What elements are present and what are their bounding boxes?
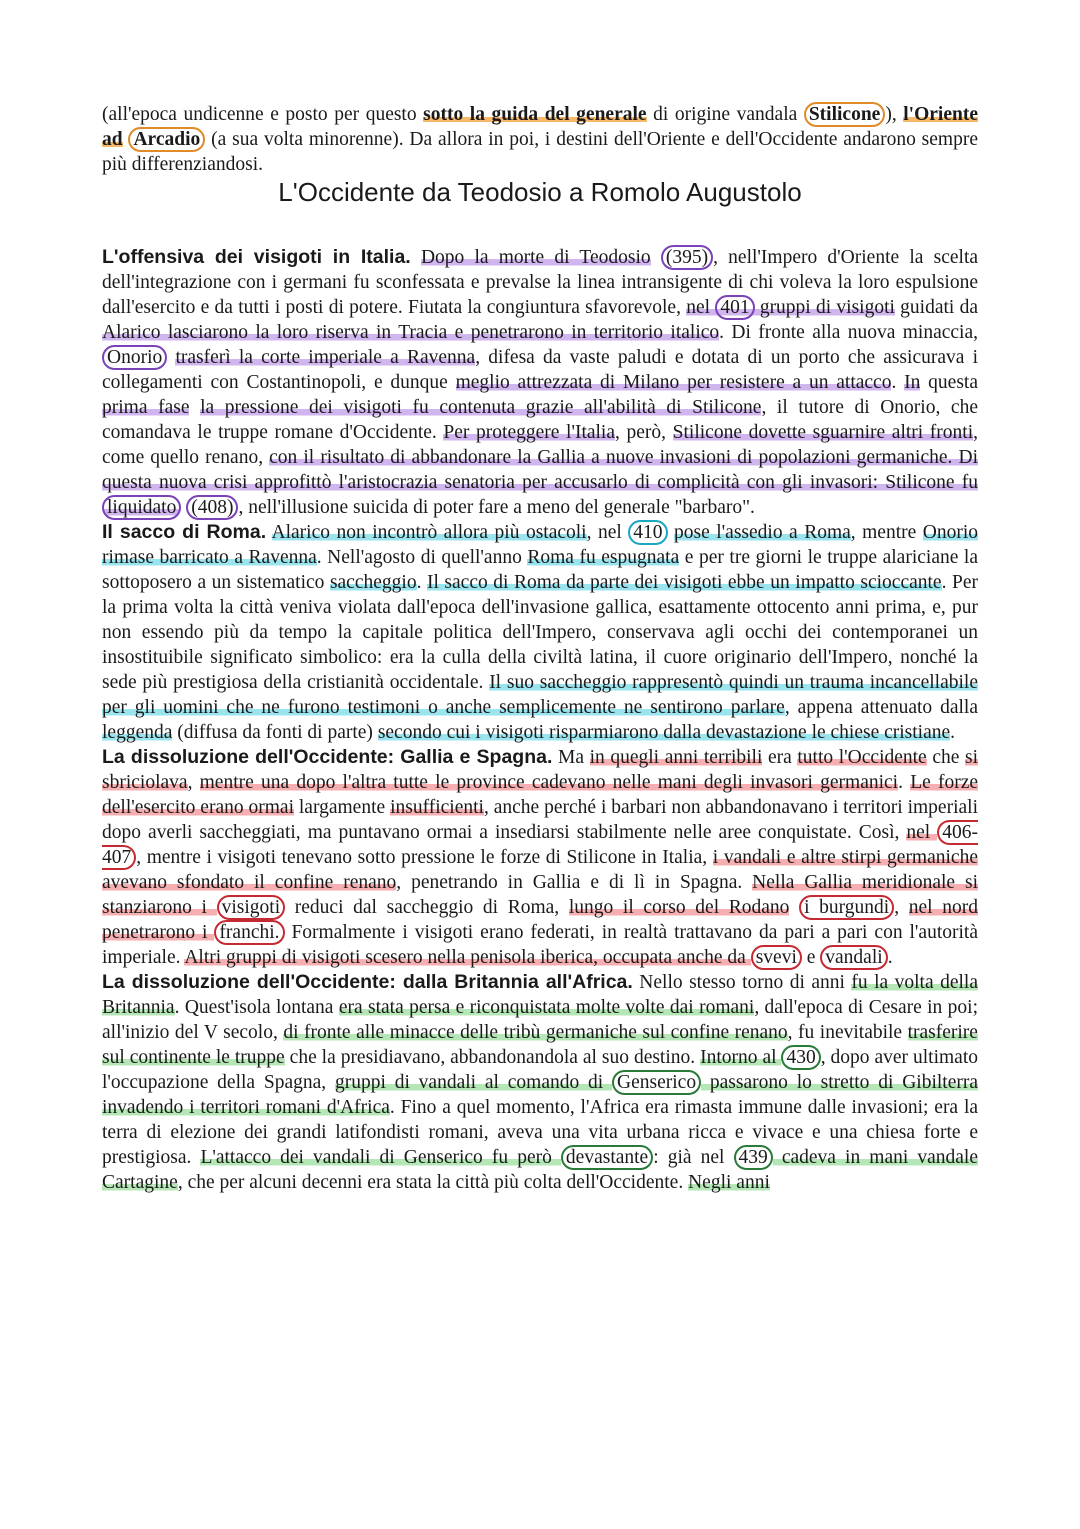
text: . Per la prima volta la città veniva violata dall'epoca dell'invasione gallica, esattamente ottocento anni prima, e, pur non essendo più da tempo la capitale politica dell'Impero, conservava agli occhi dei contemporanei un insostituibile significato simbolico: era la culla della civiltà latina, il cuore originario dell'Impero, nonché la sede più prestigiosa della cristianità occidentale. <box>102 572 978 693</box>
highlight: trasferire sul continente le truppe <box>102 1022 978 1068</box>
text: che <box>926 747 965 768</box>
highlight: Le forze dell'esercito erano ormai <box>102 772 978 818</box>
highlight: lungo il corso del Rodano <box>568 897 790 918</box>
text: gruppi di visigoti <box>754 297 895 318</box>
highlight: in quegli anni terribili <box>589 747 763 768</box>
circled-date: 430 <box>781 1045 820 1070</box>
text <box>651 247 661 268</box>
text: , nell'illusione suicida di poter fare a meno del generale "barbaro". <box>238 497 755 518</box>
circled-name: svevi <box>751 945 802 970</box>
circled-word: liquidato <box>102 495 181 520</box>
page-content <box>102 102 978 1195</box>
highlight: insufficienti <box>390 797 484 818</box>
highlight: di fronte alle minacce delle tribù germaniche sul confine renano <box>283 1022 788 1043</box>
highlight: Dopo la morte di Teodosio <box>420 247 651 268</box>
highlight: Il sacco di Roma da parte dei visigoti ebbe un impatto scioccante <box>426 572 942 593</box>
highlight: Alarico non incontrò allora più ostacoli <box>271 522 587 543</box>
text: . <box>891 372 905 393</box>
highlight: si sbriciolava <box>102 747 978 793</box>
text: , che per alcuni decenni era stata la città più colta dell'Occidente. <box>177 1172 689 1193</box>
circled-word: devastante <box>561 1145 653 1170</box>
text: . <box>887 947 893 968</box>
highlight: nel nord penetrarono i <box>102 897 978 943</box>
text: . <box>898 772 911 793</box>
text: reduci dal saccheggio di Roma, <box>285 897 569 918</box>
text <box>266 522 271 543</box>
text: , come quello renano, <box>102 422 979 468</box>
highlight: In <box>904 372 921 393</box>
highlight: Stilicone dovette sguarnire altri fronti <box>672 422 974 443</box>
section-visigoti-italia <box>102 245 978 520</box>
highlight: passarono lo stretto di Gibilterra invadendo i territori romani d'Africa <box>102 1072 978 1118</box>
text: . Nell'agosto di quell'anno <box>316 547 528 568</box>
section-heading: Il sacco di Roma. <box>102 521 267 543</box>
section-heading: L'offensiva dei visigoti in Italia. <box>102 246 411 268</box>
text: , <box>894 897 909 918</box>
text: guidati da <box>894 297 978 318</box>
text: questa <box>920 372 978 393</box>
circled-name: Stilicone <box>804 102 886 127</box>
highlight: mentre una dopo l'altra tutte le province cadevano nelle mani degli invasori germanici <box>199 772 899 793</box>
text: , difesa da vaste paludi e dotata di un porto che assicurava i collegamenti con Costantinopoli, e dunque <box>102 347 979 393</box>
text: di origine vandala <box>646 104 804 125</box>
highlight: trasferì la corte imperiale a Ravenna <box>175 347 476 368</box>
highlight: Alarico lasciarono la loro riserva in Tracia e penetrarono in territorio italico <box>102 322 720 343</box>
circled-name: vandali <box>820 945 887 970</box>
highlight: Onorio rimase barricato a Ravenna <box>102 522 979 568</box>
highlight: l'Oriente ad <box>102 104 978 150</box>
text: (a sua volta minorenne). Da allora in poi, i destini dell'Oriente e dell'Occidente andarono sempre più differenziandosi. <box>102 129 978 175</box>
highlight: con il risultato di abbandonare la Gallia a nuove invasioni di popolazioni germaniche. Di questa nuova crisi approfittò l'aristocrazia senatoria per accusarlo di complicità con gli invasori: Stilicone fu <box>102 447 978 493</box>
circled-name: visigoti <box>217 895 286 920</box>
text: : già nel <box>653 1147 734 1168</box>
text: . Quest'isola lontana <box>174 997 339 1018</box>
highlight <box>686 297 895 318</box>
text: , penetrando in Gallia e di lì in Spagna. <box>396 872 753 893</box>
highlight: i vandali e altre stirpi germaniche avevano sfondato il confine renano <box>102 847 978 893</box>
text: . Di fronte alla nuova minaccia, <box>719 322 979 343</box>
highlight: secondo cui i visigoti risparmiarono dalla devastazione le chiese cristiane <box>377 722 951 743</box>
text <box>789 897 799 918</box>
circled-date: 439 <box>734 1145 773 1170</box>
text <box>411 247 421 268</box>
circled-name: i burgundi <box>799 895 894 920</box>
section-britannia-africa <box>102 970 978 1195</box>
highlight: pose l'assedio a Roma <box>674 522 851 543</box>
text <box>189 397 200 418</box>
highlight: Per proteggere l'Italia <box>443 422 616 443</box>
highlight: Negli anni <box>688 1172 770 1193</box>
text: , anche perché i barbari non abbandonavano i territori imperiali dopo averli saccheggiati, ma puntavano ormai a insediarsi stabilmente nelle aree conquistate. Così, <box>102 797 978 843</box>
text: , però, <box>615 422 673 443</box>
circled-date: (408) <box>186 495 238 520</box>
text: . <box>950 722 956 743</box>
section-heading: La dissoluzione dell'Occidente: dalla Britannia all'Africa. <box>102 971 633 993</box>
highlight: Intorno al <box>700 1047 782 1068</box>
highlight: cadeva in mani vandale Cartagine <box>102 1147 978 1193</box>
circled-name: Arcadio <box>128 127 205 152</box>
page-title: L'Occidente da Teodosio a Romolo Augustolo <box>278 177 802 207</box>
circled-date: 406-407 <box>102 822 979 868</box>
section-gallia-spagna <box>102 745 978 970</box>
text: . <box>416 572 427 593</box>
circled-date: (395) <box>661 245 713 270</box>
highlight: saccheggio <box>329 572 417 593</box>
text: largamente <box>293 797 391 818</box>
highlight: Nella Gallia meridionale si stanziarono i <box>102 872 979 918</box>
text: nel <box>686 297 716 318</box>
circled-date: 410 <box>628 520 667 545</box>
circled-name: franchi. <box>214 920 284 945</box>
text: . Fino a quel momento, l'Africa era rimasta immune dalle invasioni; era la terra di elezione dei grandi latifondisti romani, aveva una vita urbana ricca e vivace e una chiesa forte e prestigiosa. <box>102 1097 979 1168</box>
highlight: Altri gruppi di visigoti scesero nella penisola iberica, occupata anche da <box>184 947 751 968</box>
text: , <box>187 772 200 793</box>
text: Formalmente i visigoti erano federati, in realtà trattavano da pari a pari con l'autorità imperiale. <box>102 922 978 968</box>
text: e per tre giorni le truppe alariciane la sottoposero a un sistematico <box>102 547 978 593</box>
circled-date: 401 <box>715 295 754 320</box>
text: , appena attenuato dalla <box>784 697 978 718</box>
highlight: Roma fu espugnata <box>527 547 680 568</box>
highlight: era stata persa e riconquistata molte volte dai romani <box>338 997 755 1018</box>
text: , il tutore di Onorio, che comandava le truppe romane d'Occidente. <box>102 397 978 443</box>
highlight: la pressione dei visigoti fu contenuta grazie all'abilità di Stilicone <box>200 397 762 418</box>
highlight: prima fase <box>102 397 190 418</box>
text: che la presidiavano, abbandonandola al suo destino. <box>284 1047 701 1068</box>
section-heading: La dissoluzione dell'Occidente: Gallia e Spagna. <box>102 746 553 768</box>
highlight: Il suo saccheggio rappresentò quindi un trauma incancellabile per gli uomini che ne furono testimoni o anche semplicemente ne sentirono parlare <box>102 672 978 718</box>
text: , fu inevitabile <box>787 1022 908 1043</box>
text: , nel <box>586 522 629 543</box>
highlight: gruppi di vandali al comando di <box>334 1072 613 1093</box>
circled-name: Onorio <box>102 345 167 370</box>
text: , nell'Impero d'Oriente la scelta dell'integrazione con i germani fu sconfessata e prevalse la linea intransigente di chi voleva la loro espulsione dall'esercito e da tutti i posti di potere. Fiutata la congiuntura sfavorevole, <box>102 247 979 318</box>
highlight: nel <box>906 822 938 843</box>
text: (all'epoca undicenne e posto per questo <box>102 104 424 125</box>
highlight: L'attacco dei vandali di Genserico fu però <box>200 1147 561 1168</box>
text: , mentre i visigoti tenevano sotto pressione le forze di Stilicone in Italia, <box>136 847 713 868</box>
highlight: leggenda <box>102 722 173 743</box>
highlight: tutto l'Occidente <box>797 747 927 768</box>
section-sacco-roma <box>102 520 978 745</box>
text: (diffusa da fonti di parte) <box>172 722 378 743</box>
text: , dall'epoca di Cesare in poi; all'inizio del V secolo, <box>102 997 978 1043</box>
highlight: sotto la guida del generale <box>423 104 647 125</box>
highlight: fu la volta della Britannia <box>102 972 978 1018</box>
text: Nello stesso torno di anni <box>632 972 852 993</box>
text: era <box>762 747 798 768</box>
text: ), <box>885 104 897 125</box>
text: Ma <box>552 747 590 768</box>
text: , dopo aver ultimato l'occupazione della Spagna, <box>102 1047 978 1093</box>
text: e <box>801 947 821 968</box>
circled-name: Genserico <box>612 1070 701 1095</box>
text: , mentre <box>850 522 923 543</box>
intro-paragraph <box>102 102 978 177</box>
highlight: meglio attrezzata di Milano per resistere a un attacco <box>455 372 892 393</box>
